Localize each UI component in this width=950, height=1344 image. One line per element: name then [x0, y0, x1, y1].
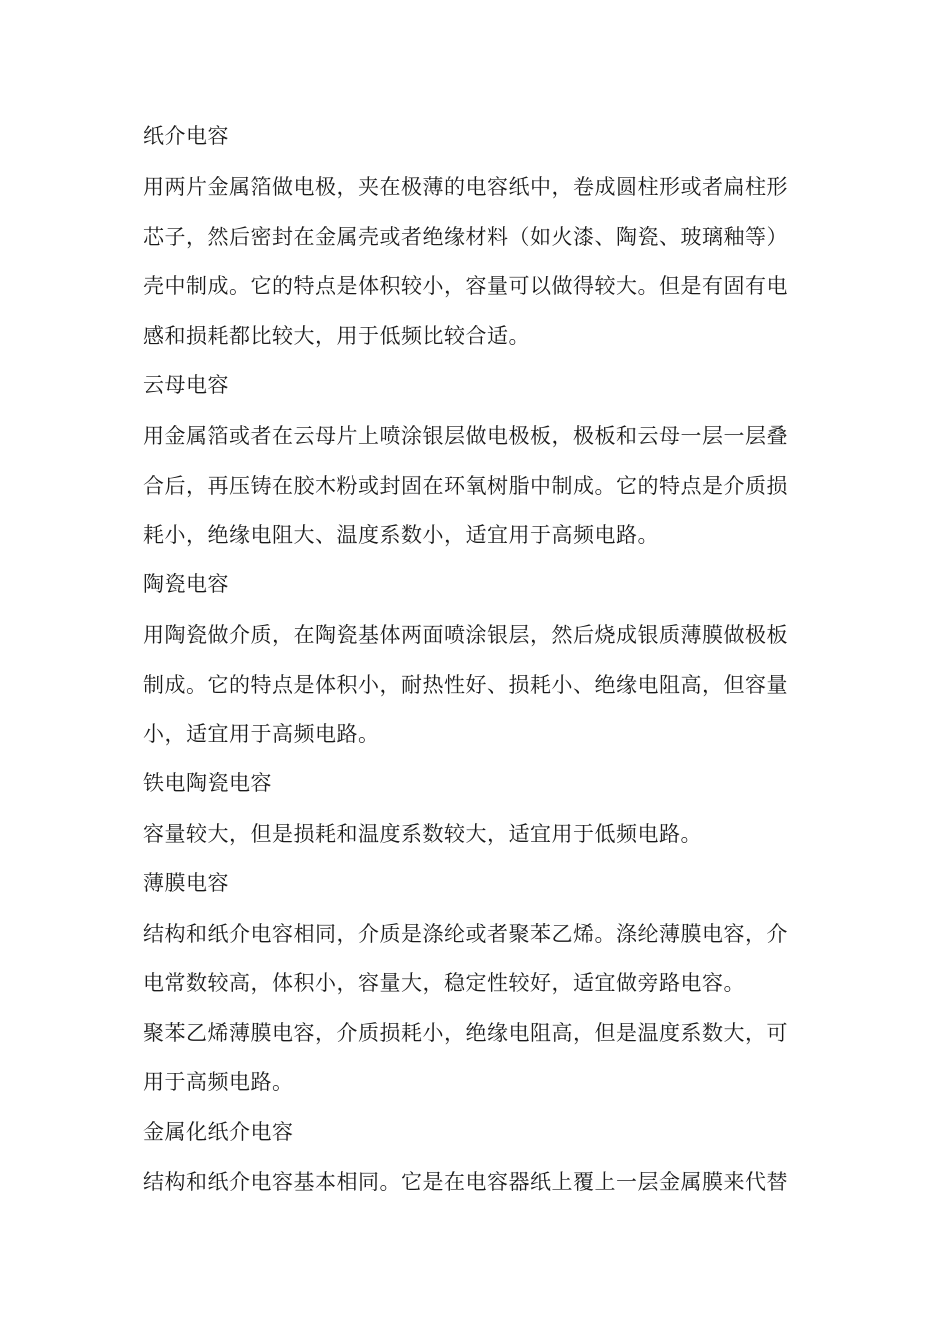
- section-heading-metallized-paper-capacitor: 金属化纸介电容: [143, 1120, 294, 1144]
- body-text-line: 用陶瓷做介质，在陶瓷基体两面喷涂银层，然后烧成银质薄膜做极板: [143, 623, 788, 647]
- section-heading-ferroelectric-ceramic-capacitor: 铁电陶瓷电容: [143, 771, 272, 795]
- body-text-line: 用于高频电路。: [143, 1070, 294, 1094]
- body-text-line: 小，适宜用于高频电路。: [143, 722, 380, 746]
- body-text-line: 耗小，绝缘电阻大、温度系数小，适宜用于高频电路。: [143, 523, 659, 547]
- body-text-line: 容量较大，但是损耗和温度系数较大，适宜用于低频电路。: [143, 822, 702, 846]
- body-text-line: 芯子，然后密封在金属壳或者绝缘材料（如火漆、陶瓷、玻璃釉等）: [143, 225, 788, 249]
- section-heading-film-capacitor: 薄膜电容: [143, 871, 229, 895]
- body-text-line: 结构和纸介电容相同，介质是涤纶或者聚苯乙烯。涤纶薄膜电容，介: [143, 922, 788, 946]
- body-text-line: 聚苯乙烯薄膜电容，介质损耗小，绝缘电阻高，但是温度系数大，可: [143, 1021, 788, 1045]
- section-heading-paper-capacitor: 纸介电容: [143, 124, 229, 148]
- body-text-line: 结构和纸介电容基本相同。它是在电容器纸上覆上一层金属膜来代替: [143, 1170, 788, 1194]
- body-text-line: 电常数较高，体积小，容量大，稳定性较好，适宜做旁路电容。: [143, 971, 745, 995]
- section-heading-mica-capacitor: 云母电容: [143, 373, 229, 397]
- body-text-line: 用两片金属箔做电极，夹在极薄的电容纸中，卷成圆柱形或者扁柱形: [143, 175, 788, 199]
- body-text-line: 制成。它的特点是体积小，耐热性好、损耗小、绝缘电阻高，但容量: [143, 673, 788, 697]
- section-heading-ceramic-capacitor: 陶瓷电容: [143, 572, 229, 596]
- body-text-line: 合后，再压铸在胶木粉或封固在环氧树脂中制成。它的特点是介质损: [143, 474, 788, 498]
- body-text-line: 感和损耗都比较大，用于低频比较合适。: [143, 324, 530, 348]
- body-text-line: 用金属箔或者在云母片上喷涂银层做电极板，极板和云母一层一层叠: [143, 424, 788, 448]
- body-text-line: 壳中制成。它的特点是体积较小，容量可以做得较大。但是有固有电: [143, 274, 788, 298]
